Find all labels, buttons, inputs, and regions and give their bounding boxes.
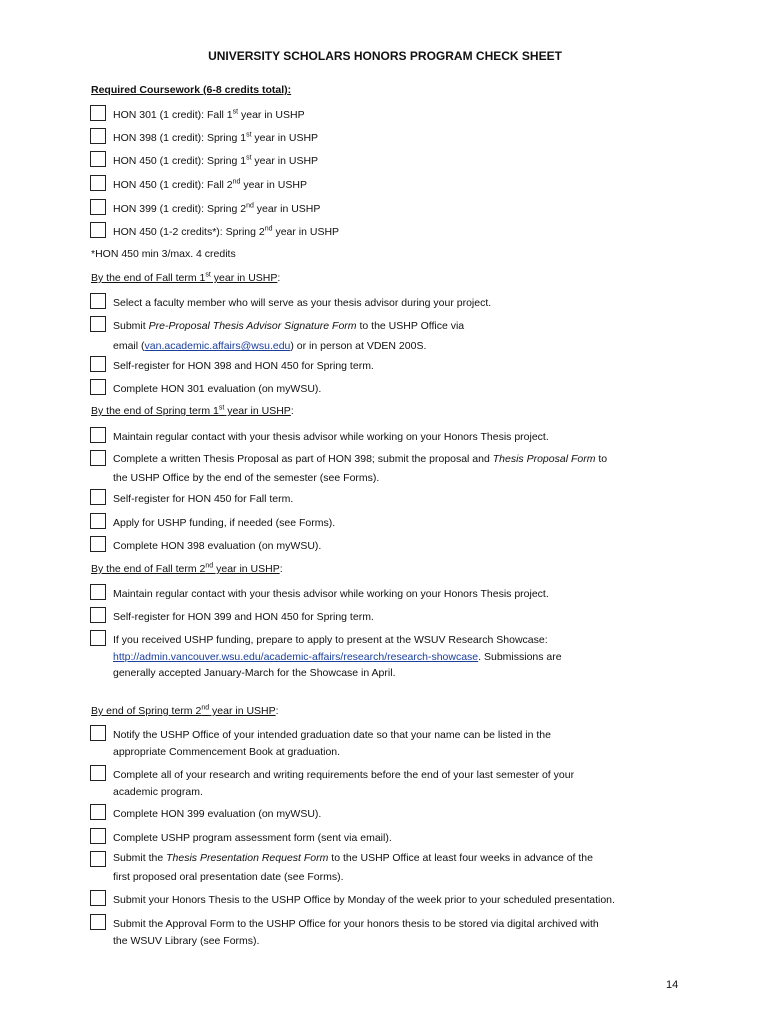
item-text: Self-register for HON 398 and HON 450 for Spring term. bbox=[113, 360, 374, 372]
item-text: Complete HON 399 evaluation (on myWSU). bbox=[113, 808, 322, 820]
required-coursework-heading: Required Coursework (6-8 credits total): bbox=[91, 84, 292, 96]
item-text: HON 450 (1 credit): Fall 2nd year in USHP bbox=[113, 178, 307, 191]
credits-note: *HON 450 min 3/max. 4 credits bbox=[91, 248, 236, 260]
checkbox[interactable] bbox=[90, 725, 106, 741]
checkbox[interactable] bbox=[90, 379, 106, 395]
checkbox[interactable] bbox=[90, 851, 106, 867]
item-text: HON 398 (1 credit): Spring 1st year in USHP bbox=[113, 131, 319, 144]
checkbox[interactable] bbox=[90, 630, 106, 646]
item-text: Submit the Thesis Presentation Request Form to the USHP Office at least four weeks in advance of the first proposed oral presentation date (see Forms). bbox=[113, 852, 593, 883]
item-text: Complete all of your research and writing requirements before the end of your last semester of your academic program. bbox=[113, 769, 575, 798]
checkbox[interactable] bbox=[90, 293, 106, 309]
checkbox[interactable] bbox=[90, 427, 106, 443]
item-text: Complete USHP program assessment form (sent via email). bbox=[113, 832, 392, 844]
item-text: If you received USHP funding, prepare to apply to present at the WSUV Research Showcase: http://admin.vancouver.wsu.edu/academic-affairs/research/research-showcase. Submissions are generally accepted January-March for the Showcase in April. bbox=[113, 634, 562, 679]
item-text: Apply for USHP funding, if needed (see Forms). bbox=[113, 517, 336, 529]
page-number: 14 bbox=[666, 979, 679, 991]
item-text: Self-register for HON 450 for Fall term. bbox=[113, 493, 294, 505]
email-link[interactable]: van.academic.affairs@wsu.edu bbox=[144, 340, 291, 352]
checkbox[interactable] bbox=[90, 890, 106, 906]
item-text: HON 301 (1 credit): Fall 1st year in USHP bbox=[113, 108, 305, 121]
checkbox[interactable] bbox=[90, 105, 106, 121]
checkbox[interactable] bbox=[90, 607, 106, 623]
page-title: UNIVERSITY SCHOLARS HONORS PROGRAM CHECK SHEET bbox=[208, 49, 562, 63]
checkbox[interactable] bbox=[90, 804, 106, 820]
item-text: HON 450 (1 credit): Spring 1st year in USHP bbox=[113, 154, 319, 167]
fall-1-heading: By the end of Fall term 1st year in USHP: bbox=[91, 271, 281, 284]
checkbox[interactable] bbox=[90, 765, 106, 781]
checkbox[interactable] bbox=[90, 175, 106, 191]
item-text: HON 399 (1 credit): Spring 2nd year in USHP bbox=[113, 202, 321, 215]
item-text: Submit Pre-Proposal Thesis Advisor Signature Form to the USHP Office via email (van.academic.affairs@wsu.edu) or in person at VDEN 200S. bbox=[113, 320, 465, 352]
item-text: Select a faculty member who will serve as your thesis advisor during your project. bbox=[113, 297, 492, 309]
checkbox[interactable] bbox=[90, 128, 106, 144]
item-text: Submit the Approval Form to the USHP Office for your honors thesis to be stored via digital archived with the WSUV Library (see Forms). bbox=[113, 918, 599, 947]
checkbox[interactable] bbox=[90, 356, 106, 372]
checkbox[interactable] bbox=[90, 584, 106, 600]
checkbox[interactable] bbox=[90, 222, 106, 238]
item-text: Complete HON 398 evaluation (on myWSU). bbox=[113, 540, 322, 552]
checkbox[interactable] bbox=[90, 513, 106, 529]
checkbox[interactable] bbox=[90, 450, 106, 466]
item-text: Complete HON 301 evaluation (on myWSU). bbox=[113, 383, 322, 395]
item-text: Notify the USHP Office of your intended graduation date so that your name can be listed in the appropriate Commencement Book at graduation. bbox=[113, 729, 551, 758]
checkbox[interactable] bbox=[90, 316, 106, 332]
item-text: Maintain regular contact with your thesis advisor while working on your Honors Thesis project. bbox=[113, 431, 549, 443]
fall-2-heading: By the end of Fall term 2nd year in USHP: bbox=[91, 562, 283, 575]
item-text: Submit your Honors Thesis to the USHP Office by Monday of the week prior to your scheduled presentation. bbox=[113, 894, 615, 906]
research-showcase-link[interactable]: http://admin.vancouver.wsu.edu/academic-affairs/research/research-showcase bbox=[113, 650, 479, 663]
spring-2-heading: By end of Spring term 2nd year in USHP: bbox=[91, 704, 279, 717]
item-text: HON 450 (1-2 credits*): Spring 2nd year in USHP bbox=[113, 225, 340, 238]
item-text: Maintain regular contact with your thesis advisor while working on your Honors Thesis project. bbox=[113, 588, 549, 600]
checkbox[interactable] bbox=[90, 151, 106, 167]
spring-1-heading: By the end of Spring term 1st year in USHP: bbox=[91, 404, 294, 417]
item-text: Self-register for HON 399 and HON 450 for Spring term. bbox=[113, 611, 374, 623]
item-text: Complete a written Thesis Proposal as part of HON 398; submit the proposal and Thesis Proposal Form to the USHP Office by the end of the semester (see Forms). bbox=[113, 453, 608, 484]
checkbox[interactable] bbox=[90, 489, 106, 505]
checkbox[interactable] bbox=[90, 199, 106, 215]
checkbox[interactable] bbox=[90, 828, 106, 844]
checkbox[interactable] bbox=[90, 914, 106, 930]
checkbox[interactable] bbox=[90, 536, 106, 552]
